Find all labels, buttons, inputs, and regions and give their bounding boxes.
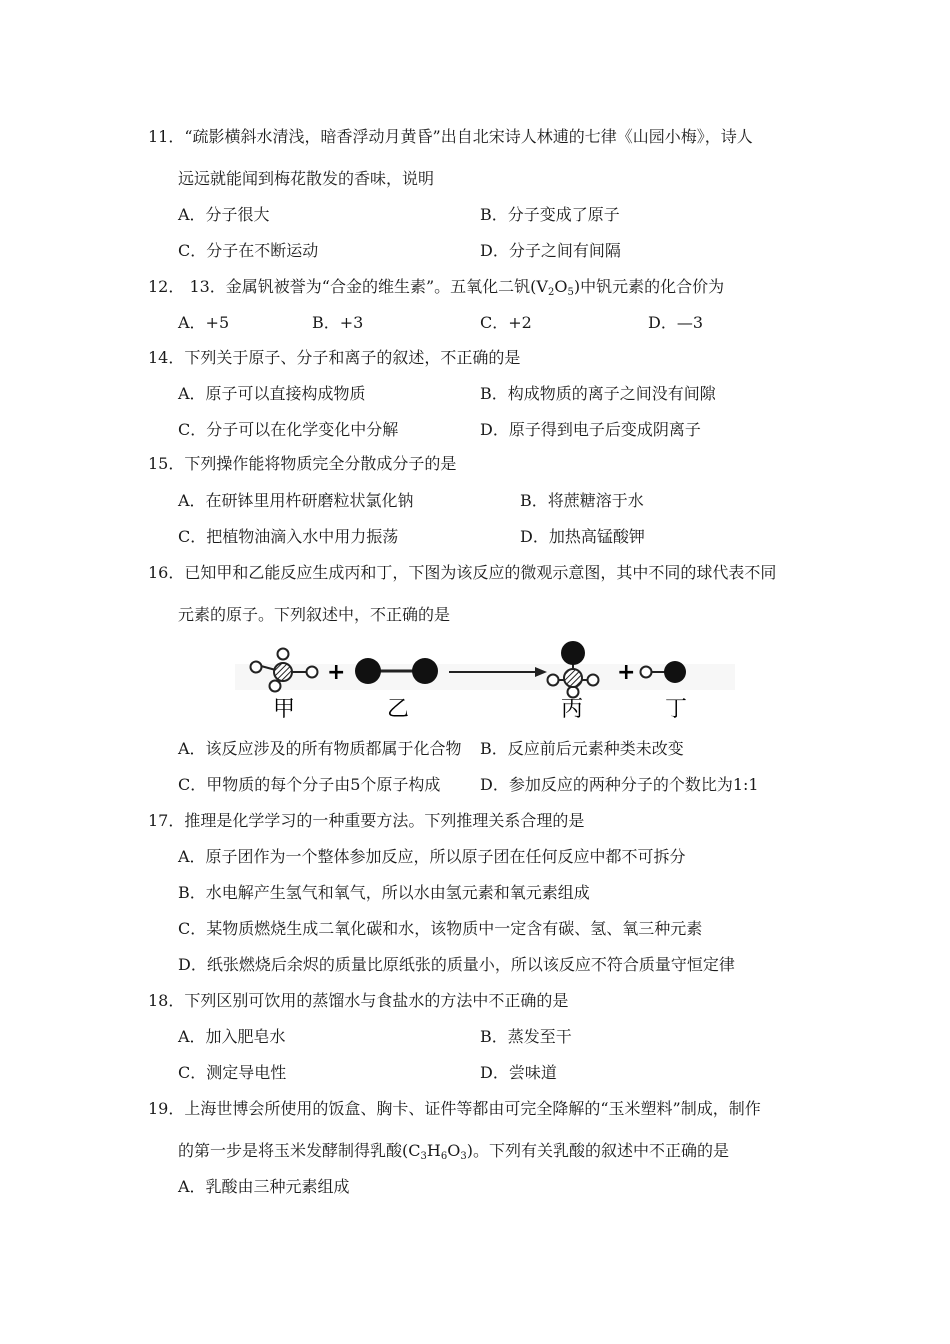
q16-option-c: C．甲物质的每个分子由5个原子构成 <box>178 775 441 794</box>
q18-option-c: C．测定导电性 <box>178 1063 287 1082</box>
q15-option-d: D．加热高锰酸钾 <box>520 527 645 546</box>
q19-stem-line1: 19．上海世博会所使用的饭盒、胸卡、证件等都由可完全降解的“玉米塑料”制成，制作 <box>148 1099 761 1118</box>
q11-stem-line2: 远远就能闻到梅花散发的香味，说明 <box>178 169 435 188</box>
label-yi: 乙 <box>387 697 410 720</box>
q11-option-c: C．分子在不断运动 <box>178 241 319 260</box>
q14-stem: 14．下列关于原子、分子和离子的叙述，不正确的是 <box>148 348 521 367</box>
q19-option-a: A．乳酸由三种元素组成 <box>178 1177 350 1196</box>
label-jia: 甲 <box>273 697 296 720</box>
label-bing: 丙 <box>561 697 584 720</box>
q16-option-d: D．参加反应的两种分子的个数比为1:1 <box>480 775 759 794</box>
q12-option-b: B．+3 <box>312 313 364 332</box>
label-ding: 丁 <box>665 697 688 720</box>
q15-option-b: B．将蔗糖溶于水 <box>520 491 644 510</box>
plus-sign-1: + <box>327 660 346 685</box>
q14-option-b: B．构成物质的离子之间没有间隙 <box>480 384 716 403</box>
q16-stem-line2: 元素的原子。下列叙述中，不正确的是 <box>178 605 451 624</box>
q17-option-b: B．水电解产生氢气和氧气，所以水由氢元素和氧元素组成 <box>178 883 590 902</box>
q17-option-d: D．纸张燃烧后余烬的质量比原纸张的质量小，所以该反应不符合质量守恒定律 <box>178 955 735 974</box>
reaction-diagram-svg <box>235 636 735 720</box>
q11-option-a: A．分子很大 <box>178 205 270 224</box>
q16-stem-line1: 16．已知甲和乙能反应生成丙和丁，下图为该反应的微观示意图，其中不同的球代表不同 <box>148 563 777 582</box>
q18-stem: 18．下列区别可饮用的蒸馏水与食盐水的方法中不正确的是 <box>148 991 569 1010</box>
q15-option-c: C．把植物油滴入水中用力振荡 <box>178 527 399 546</box>
q12-stem: 12． 13．金属钒被誉为“合金的维生素”。五氧化二钒$(V_2O_5)$中钒元素的化合价为 <box>148 277 725 298</box>
q11-stem-line1: 11．“疏影横斜水清浅，暗香浮动月黄昏”出自北宋诗人林逋的七律《山园小梅》，诗人 <box>148 127 753 146</box>
q14-option-a: A．原子可以直接构成物质 <box>178 384 366 403</box>
q12-option-d: D．—3 <box>648 313 704 332</box>
q19-stem-line2: 的第一步是将玉米发酵制得乳酸$(C_3H_6O_3)$。下列有关乳酸的叙述中不正确的是 <box>178 1141 729 1162</box>
q15-stem: 15．下列操作能将物质完全分散成分子的是 <box>148 454 457 473</box>
plus-sign-2: + <box>617 660 636 685</box>
q18-option-b: B．蒸发至干 <box>480 1027 572 1046</box>
q11-option-d: D．分子之间有间隔 <box>480 241 621 260</box>
q17-option-a: A．原子团作为一个整体参加反应，所以原子团在任何反应中都不可拆分 <box>178 847 686 866</box>
q18-option-d: D．尝味道 <box>480 1063 557 1082</box>
reaction-diagram <box>235 636 735 720</box>
q15-option-a: A．在研钵里用杵研磨粒状氯化钠 <box>178 491 414 510</box>
q16-option-a: A．该反应涉及的所有物质都属于化合物 <box>178 739 462 758</box>
q12-option-c: C．+2 <box>480 313 532 332</box>
q18-option-a: A．加入肥皂水 <box>178 1027 286 1046</box>
q17-option-c: C．某物质燃烧生成二氧化碳和水，该物质中一定含有碳、氢、氧三种元素 <box>178 919 703 938</box>
q14-option-d: D．原子得到电子后变成阴离子 <box>480 420 701 439</box>
q17-stem: 17．推理是化学学习的一种重要方法。下列推理关系合理的是 <box>148 811 585 830</box>
q14-option-c: C．分子可以在化学变化中分解 <box>178 420 399 439</box>
q16-option-b: B．反应前后元素种类未改变 <box>480 739 684 758</box>
q12-option-a: A．+5 <box>178 313 230 332</box>
q11-option-b: B．分子变成了原子 <box>480 205 620 224</box>
